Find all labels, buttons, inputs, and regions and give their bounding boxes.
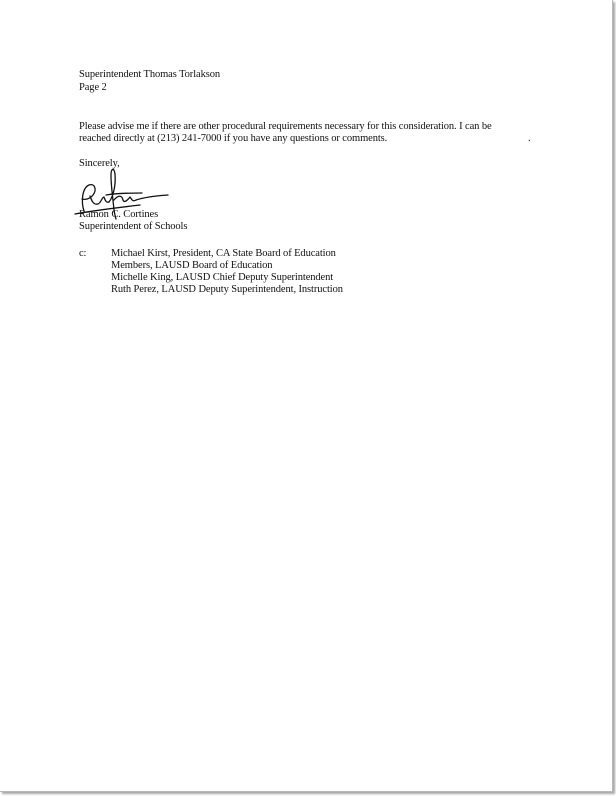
- header-recipient: Superintendent Thomas Torlakson: [79, 69, 221, 80]
- signer-name: Ramon C. Cortines: [79, 209, 159, 220]
- closing: Sincerely,: [79, 158, 120, 169]
- signer-title: Superintendent of Schools: [79, 221, 188, 232]
- header-page-number: Page 2: [79, 82, 107, 93]
- body-text-line-2: reached directly at (213) 241-7000 if you have any questions or comments.: [79, 133, 388, 144]
- cc-item: Michelle King, LAUSD Chief Deputy Superintendent: [111, 272, 334, 283]
- cc-item: Members, LAUSD Board of Education: [111, 260, 273, 271]
- cc-item: Ruth Perez, LAUSD Deputy Superintendent, Instruction: [111, 284, 343, 295]
- stray-mark: .: [528, 133, 531, 144]
- cc-item: Michael Kirst, President, CA State Board of Education: [111, 248, 336, 259]
- cc-label: c:: [79, 248, 87, 259]
- body-text-line-1: Please advise me if there are other procedural requirements necessary for this consideration. I can be: [79, 121, 492, 132]
